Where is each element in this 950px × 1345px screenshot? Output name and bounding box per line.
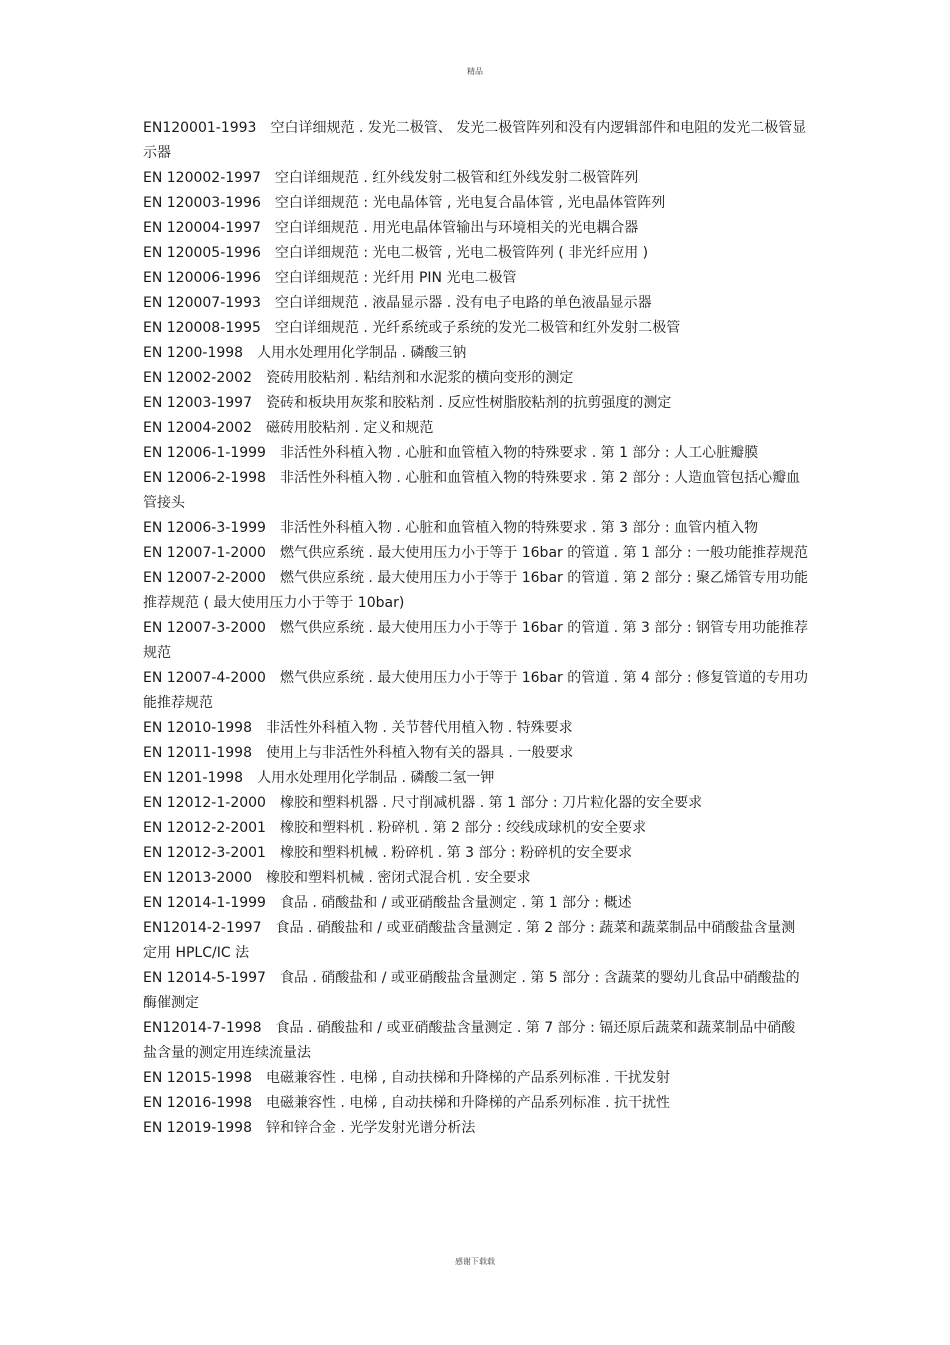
list-item: EN 12007-2-2000 燃气供应系统 . 最大使用压力小于等于 16bar 的管道 . 第 2 部分 : 聚乙烯管专用功能推荐规范 ( 最大使用压力小于等于 10bar) [143, 570, 809, 611]
list-item: EN 12019-1998 锌和锌合金 . 光学发射光谱分析法 [143, 1120, 476, 1136]
list-item: EN 120003-1996 空白详细规范 : 光电晶体管 , 光电复合晶体管 , 光电晶体管阵列 [143, 195, 666, 211]
list-item: EN12014-2-1997 食品 . 硝酸盐和 / 或亚硝酸盐含量测定 . 第 2 部分 : 蔬菜和蔬菜制品中硝酸盐含量测定用 HPLC/IC 法 [143, 920, 796, 961]
list-item: EN 12006-1-1999 非活性外科植入物 . 心脏和血管植入物的特殊要求 . 第 1 部分 : 人工心脏瓣膜 [143, 445, 759, 461]
list-item: EN 12014-5-1997 食品 . 硝酸盐和 / 或亚硝酸盐含量测定 . 第 5 部分 : 含蔬菜的婴幼儿食品中硝酸盐的酶催测定 [143, 970, 800, 1011]
list-item: EN 120008-1995 空白详细规范 . 光纤系统或子系统的发光二极管和红外发射二极管 [143, 320, 681, 336]
list-item: EN 1201-1998 人用水处理用化学制品 . 磷酸二氢一钾 [143, 770, 495, 786]
list-item: EN 12007-3-2000 燃气供应系统 . 最大使用压力小于等于 16bar 的管道 . 第 3 部分 : 钢管专用功能推荐规范 [143, 620, 809, 661]
list-item: EN 12012-1-2000 橡胶和塑料机器 . 尺寸削减机器 . 第 1 部分 : 刀片粒化器的安全要求 [143, 795, 703, 811]
list-item: EN 120006-1996 空白详细规范 : 光纤用 PIN 光电二极管 [143, 270, 517, 286]
list-item: EN 120007-1993 空白详细规范 . 液晶显示器 . 没有电子电路的单色液晶显示器 [143, 295, 652, 311]
list-item: EN 12010-1998 非活性外科植入物 . 关节替代用植入物 . 特殊要求 [143, 720, 573, 736]
list-item: EN 12006-2-1998 非活性外科植入物 . 心脏和血管植入物的特殊要求 . 第 2 部分 : 人造血管包括心瓣血管接头 [143, 470, 801, 511]
list-item: EN 12004-2002 磁砖用胶粘剂 . 定义和规范 [143, 420, 434, 436]
list-item: EN 12013-2000 橡胶和塑料机械 . 密闭式混合机 . 安全要求 [143, 870, 531, 886]
list-item: EN 12012-2-2001 橡胶和塑料机 . 粉碎机 . 第 2 部分 : 绞线成球机的安全要求 [143, 820, 647, 836]
list-item: EN 12007-4-2000 燃气供应系统 . 最大使用压力小于等于 16bar 的管道 . 第 4 部分 : 修复管道的专用功能推荐规范 [143, 670, 809, 711]
list-item: EN 12012-3-2001 橡胶和塑料机械 . 粉碎机 . 第 3 部分 : 粉碎机的安全要求 [143, 845, 633, 861]
list-item: EN 12003-1997 瓷砖和板块用灰浆和胶粘剂 . 反应性树脂胶粘剂的抗剪强度的测定 [143, 395, 672, 411]
list-item: EN 12006-3-1999 非活性外科植入物 . 心脏和血管植入物的特殊要求 . 第 3 部分 : 血管内植入物 [143, 520, 759, 536]
list-item: EN 12014-1-1999 食品 . 硝酸盐和 / 或亚硝酸盐含量测定 . 第 1 部分 : 概述 [143, 895, 632, 911]
list-item: EN 12007-1-2000 燃气供应系统 . 最大使用压力小于等于 16bar 的管道 . 第 1 部分 : 一般功能推荐规范 [143, 545, 809, 561]
standards-list [143, 116, 808, 1141]
list-item: EN12014-7-1998 食品 . 硝酸盐和 / 或亚硝酸盐含量测定 . 第 7 部分 : 镉还原后蔬菜和蔬菜制品中硝酸盐含量的测定用连续流量法 [143, 1020, 796, 1061]
list-item: EN 12011-1998 使用上与非活性外科植入物有关的器具 . 一般要求 [143, 745, 574, 761]
list-item: EN 12015-1998 电磁兼容性 . 电梯 , 自动扶梯和升降梯的产品系列标准 . 干扰发射 [143, 1070, 671, 1086]
list-item: EN 120005-1996 空白详细规范 : 光电二极管 , 光电二极管阵列 ( 非光纤应用 ) [143, 245, 649, 261]
list-item: EN 1200-1998 人用水处理用化学制品 . 磷酸三钠 [143, 345, 467, 361]
list-item: EN 12002-2002 瓷砖用胶粘剂 . 粘结剂和水泥浆的横向变形的测定 [143, 370, 574, 386]
list-item: EN 120002-1997 空白详细规范 . 红外线发射二极管和红外线发射二极管阵列 [143, 170, 639, 186]
page-footer: 感谢下载载 [455, 1257, 495, 1266]
list-item: EN120001-1993 空白详细规范 . 发光二极管、 发光二极管阵列和没有内逻辑部件和电阻的发光二极管显示器 [143, 120, 807, 161]
page-header: 精品 [467, 67, 483, 76]
list-item: EN 120004-1997 空白详细规范 . 用光电晶体管输出与环境相关的光电耦合器 [143, 220, 639, 236]
list-item: EN 12016-1998 电磁兼容性 . 电梯 , 自动扶梯和升降梯的产品系列标准 . 抗干扰性 [143, 1095, 671, 1111]
